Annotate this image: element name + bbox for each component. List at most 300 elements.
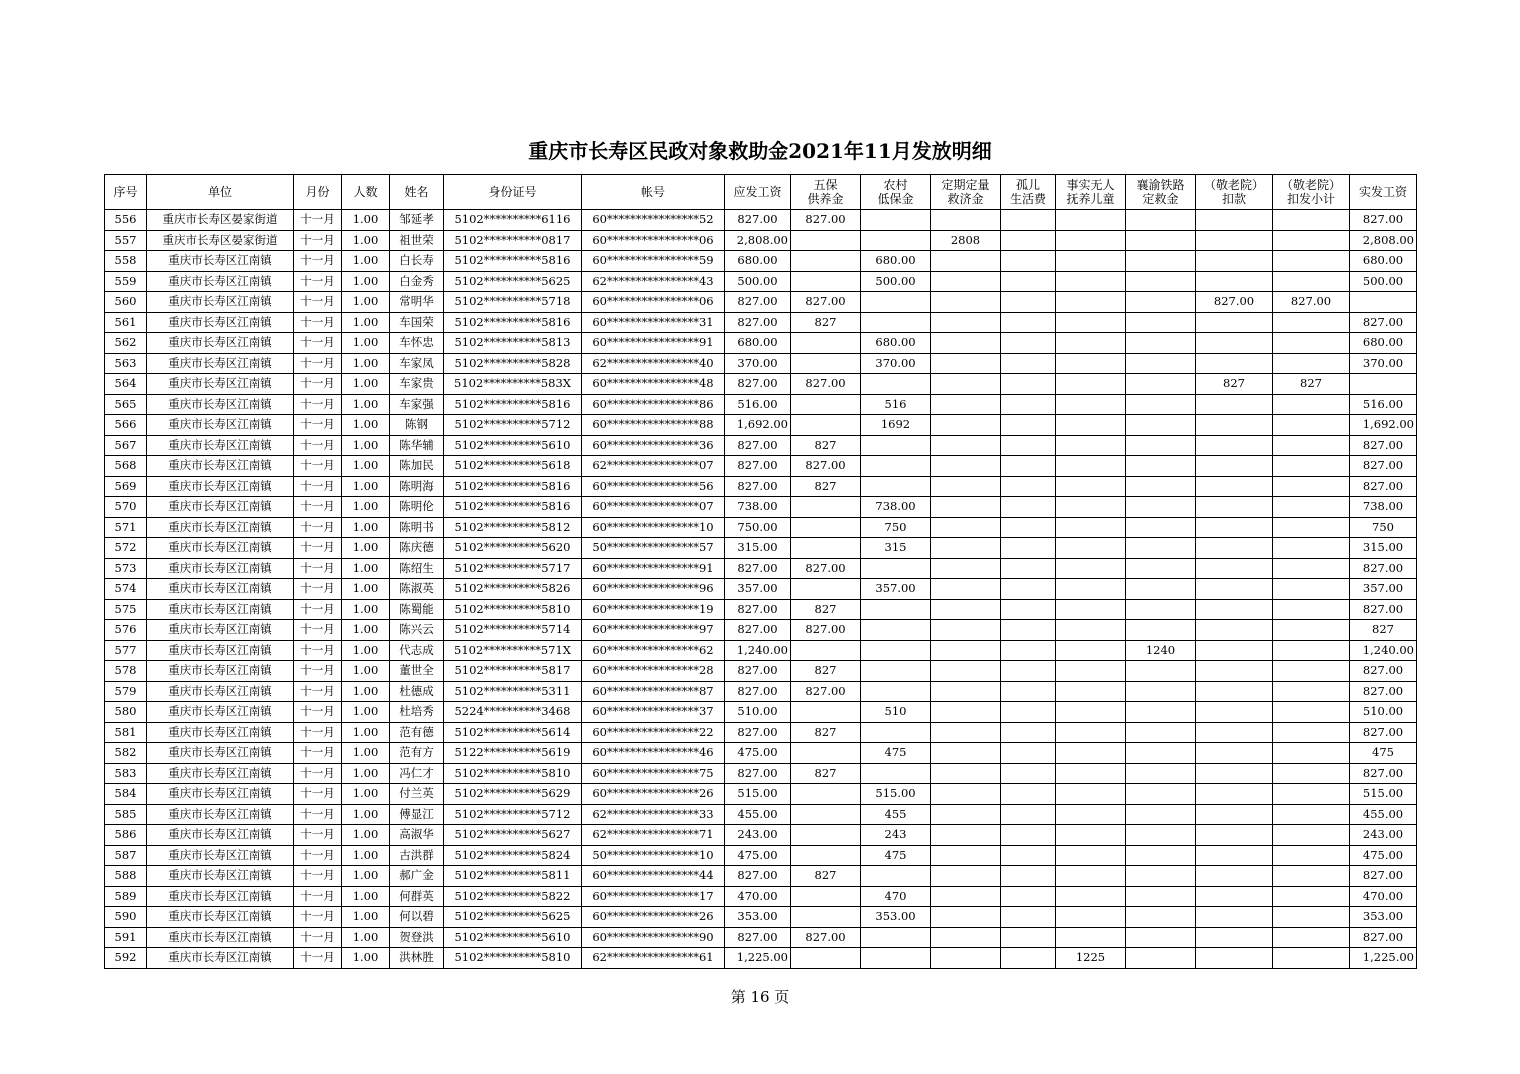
table-cell (1196, 907, 1273, 928)
column-header (582, 175, 725, 210)
table-cell: 500.00 (861, 271, 931, 292)
table-cell (1056, 681, 1126, 702)
table-cell (1056, 353, 1126, 374)
table-cell: 738.00 (1350, 497, 1417, 518)
table-row (105, 435, 1417, 456)
table-cell (931, 804, 1001, 825)
table-cell (1056, 476, 1126, 497)
table-cell: 5102**********5813 (444, 333, 582, 354)
table-cell: 十一月 (294, 374, 342, 395)
column-header-line: 帐号 (640, 185, 665, 199)
table-row (105, 538, 1417, 559)
table-cell: 重庆市长寿区晏家街道 (147, 210, 294, 231)
column-header-line: （敬老院） (1280, 178, 1341, 192)
table-cell: 十一月 (294, 579, 342, 600)
table-cell (931, 558, 1001, 579)
table-cell: 576 (105, 620, 147, 641)
table-cell: 60****************62 (582, 640, 725, 661)
table-cell: 十一月 (294, 743, 342, 764)
table-cell (1196, 599, 1273, 620)
table-cell: 557 (105, 230, 147, 251)
table-cell: 2808 (931, 230, 1001, 251)
table-cell (1273, 476, 1350, 497)
table-cell: 60****************07 (582, 497, 725, 518)
table-cell (1001, 948, 1056, 969)
table-cell: 1.00 (342, 825, 390, 846)
table-cell: 353.00 (725, 907, 791, 928)
table-cell: 1.00 (342, 927, 390, 948)
table-cell (1196, 661, 1273, 682)
table-cell: 582 (105, 743, 147, 764)
table-cell: 十一月 (294, 517, 342, 538)
table-cell: 827.00 (1350, 927, 1417, 948)
table-cell: 1.00 (342, 866, 390, 887)
table-row (105, 784, 1417, 805)
table-cell (931, 292, 1001, 313)
table-cell (1056, 292, 1126, 313)
table-cell: 重庆市长寿区江南镇 (147, 415, 294, 436)
table-cell (1001, 210, 1056, 231)
table-cell: 60****************91 (582, 558, 725, 579)
table-cell: 680.00 (1350, 251, 1417, 272)
table-cell: 十一月 (294, 640, 342, 661)
table-cell: 十一月 (294, 210, 342, 231)
table-cell (1196, 435, 1273, 456)
table-cell (931, 271, 1001, 292)
table-cell (1196, 312, 1273, 333)
table-cell: 243.00 (1350, 825, 1417, 846)
table-cell: 重庆市长寿区江南镇 (147, 517, 294, 538)
table-cell: 十一月 (294, 394, 342, 415)
table-cell: 590 (105, 907, 147, 928)
table-cell: 559 (105, 271, 147, 292)
table-row (105, 579, 1417, 600)
table-cell (1001, 927, 1056, 948)
table-cell (931, 784, 1001, 805)
table-row (105, 415, 1417, 436)
table-cell: 562 (105, 333, 147, 354)
table-cell (1196, 456, 1273, 477)
table-cell: 575 (105, 599, 147, 620)
table-cell: 680.00 (1350, 333, 1417, 354)
page-number: 第 16 页 (730, 988, 790, 1006)
table-cell (1001, 394, 1056, 415)
table-cell (791, 394, 861, 415)
table-cell: 1.00 (342, 538, 390, 559)
table-cell (1056, 435, 1126, 456)
table-cell (1273, 435, 1350, 456)
table-cell: 827.00 (791, 374, 861, 395)
table-cell: 60****************48 (582, 374, 725, 395)
table-cell (861, 681, 931, 702)
table-cell: 60****************26 (582, 907, 725, 928)
table-cell: 重庆市长寿区江南镇 (147, 435, 294, 456)
table-cell: 567 (105, 435, 147, 456)
table-cell (861, 661, 931, 682)
table-cell (1126, 927, 1196, 948)
table-row (105, 312, 1417, 333)
table-cell: 十一月 (294, 804, 342, 825)
table-cell: 827.00 (1350, 558, 1417, 579)
table-cell: 1.00 (342, 271, 390, 292)
table-cell (861, 292, 931, 313)
column-header-line: 救济金 (947, 192, 984, 206)
table-cell: 祖世荣 (390, 230, 444, 251)
table-cell: 60****************36 (582, 435, 725, 456)
table-cell (791, 497, 861, 518)
table-cell (1196, 251, 1273, 272)
table-cell (1126, 804, 1196, 825)
table-cell (931, 476, 1001, 497)
table-row (105, 558, 1417, 579)
table-cell (1126, 374, 1196, 395)
table-cell (1273, 661, 1350, 682)
table-cell: 十一月 (294, 271, 342, 292)
table-cell: 5102**********5718 (444, 292, 582, 313)
table-cell: 5102**********5816 (444, 476, 582, 497)
table-cell: 范有方 (390, 743, 444, 764)
table-cell: 5102**********5812 (444, 517, 582, 538)
table-cell (931, 845, 1001, 866)
table-cell: 827.00 (1350, 661, 1417, 682)
table-cell: 62****************33 (582, 804, 725, 825)
table-cell: 574 (105, 579, 147, 600)
table-cell (931, 866, 1001, 887)
table-cell (1196, 230, 1273, 251)
table-cell: 827.00 (725, 374, 791, 395)
table-cell: 陈绍生 (390, 558, 444, 579)
column-header (105, 175, 147, 210)
table-cell (1126, 599, 1196, 620)
table-cell (861, 927, 931, 948)
table-cell: 580 (105, 702, 147, 723)
table-cell (1001, 353, 1056, 374)
table-cell: 589 (105, 886, 147, 907)
table-row (105, 292, 1417, 313)
table-cell (931, 394, 1001, 415)
column-header-line: 抚养儿童 (1066, 192, 1115, 206)
table-cell: 60****************87 (582, 681, 725, 702)
table-cell (861, 558, 931, 579)
table-cell: 重庆市长寿区江南镇 (147, 825, 294, 846)
table-cell (791, 230, 861, 251)
table-cell: 516.00 (725, 394, 791, 415)
table-cell: 566 (105, 415, 147, 436)
table-cell: 827.00 (725, 210, 791, 231)
table-cell (861, 456, 931, 477)
table-cell: 陈淑英 (390, 579, 444, 600)
column-header-line: 孤儿 (1015, 178, 1040, 192)
table-cell (1056, 517, 1126, 538)
table-cell (1126, 456, 1196, 477)
table-cell (931, 927, 1001, 948)
table-cell: 傅显江 (390, 804, 444, 825)
table-body (105, 210, 1417, 969)
table-row (105, 702, 1417, 723)
table-cell (791, 251, 861, 272)
table-cell: 827 (791, 661, 861, 682)
table-cell: 1.00 (342, 681, 390, 702)
table-cell: 十一月 (294, 620, 342, 641)
table-cell (1056, 907, 1126, 928)
table-cell (1273, 948, 1350, 969)
table-cell: 827.00 (791, 620, 861, 641)
table-cell (1273, 784, 1350, 805)
table-cell: 重庆市长寿区江南镇 (147, 743, 294, 764)
table-cell: 古洪群 (390, 845, 444, 866)
table-cell (861, 640, 931, 661)
table-cell (1273, 415, 1350, 436)
table-cell (1001, 579, 1056, 600)
table-row (105, 333, 1417, 354)
table-cell: 827.00 (1273, 292, 1350, 313)
table-cell (1196, 681, 1273, 702)
table-cell: 2,808.00 (1350, 230, 1417, 251)
table-cell: 556 (105, 210, 147, 231)
table-cell (1273, 333, 1350, 354)
table-cell (1273, 907, 1350, 928)
table-row (105, 476, 1417, 497)
table-cell: 5102**********571X (444, 640, 582, 661)
table-cell (1196, 333, 1273, 354)
table-cell (931, 333, 1001, 354)
table-cell (1001, 722, 1056, 743)
table-cell (1056, 866, 1126, 887)
table-cell: 十一月 (294, 722, 342, 743)
table-cell: 827.00 (1350, 763, 1417, 784)
table-cell: 重庆市长寿区江南镇 (147, 312, 294, 333)
payment-detail-table (104, 174, 1417, 969)
table-cell: 564 (105, 374, 147, 395)
column-header (1196, 175, 1273, 210)
table-cell: 827.00 (791, 927, 861, 948)
table-cell: 1.00 (342, 292, 390, 313)
table-cell: 475.00 (725, 743, 791, 764)
table-cell (1001, 620, 1056, 641)
table-cell: 827 (791, 722, 861, 743)
table-cell: 558 (105, 251, 147, 272)
table-cell (791, 907, 861, 928)
table-cell (1056, 538, 1126, 559)
table-cell: 1.00 (342, 558, 390, 579)
table-cell (1126, 579, 1196, 600)
table-cell: 515.00 (861, 784, 931, 805)
table-cell (931, 743, 1001, 764)
table-cell (1273, 579, 1350, 600)
table-cell: 5122**********5619 (444, 743, 582, 764)
table-cell: 1.00 (342, 722, 390, 743)
table-cell (1273, 743, 1350, 764)
table-row (105, 251, 1417, 272)
table-cell: 陈蜀能 (390, 599, 444, 620)
table-cell: 750 (861, 517, 931, 538)
table-cell (1056, 558, 1126, 579)
table-cell: 十一月 (294, 886, 342, 907)
table-cell: 5102**********5816 (444, 394, 582, 415)
table-cell (1056, 927, 1126, 948)
table-cell: 470.00 (1350, 886, 1417, 907)
table-cell: 十一月 (294, 251, 342, 272)
table-cell (1056, 886, 1126, 907)
table-cell (1056, 804, 1126, 825)
column-header-line: 襄渝铁路 (1136, 178, 1185, 192)
table-cell: 827 (791, 312, 861, 333)
table-cell: 579 (105, 681, 147, 702)
table-cell: 60****************88 (582, 415, 725, 436)
table-cell (1056, 579, 1126, 600)
table-cell (861, 435, 931, 456)
column-header-line: 应发工资 (733, 185, 782, 199)
table-cell (1196, 763, 1273, 784)
table-cell (1126, 661, 1196, 682)
table-cell: 357.00 (1350, 579, 1417, 600)
table-cell (1196, 845, 1273, 866)
column-header (861, 175, 931, 210)
table-cell (1273, 210, 1350, 231)
table-cell: 5102**********5714 (444, 620, 582, 641)
table-cell: 315.00 (725, 538, 791, 559)
table-cell: 十一月 (294, 661, 342, 682)
table-cell: 827.00 (791, 456, 861, 477)
table-cell: 60****************91 (582, 333, 725, 354)
table-cell: 827.00 (1196, 292, 1273, 313)
table-cell: 重庆市长寿区江南镇 (147, 374, 294, 395)
table-cell: 827.00 (725, 763, 791, 784)
table-row (105, 374, 1417, 395)
column-header-line: 低保金 (877, 192, 914, 206)
table-cell (1126, 415, 1196, 436)
table-cell (931, 681, 1001, 702)
table-cell: 5102**********5828 (444, 353, 582, 374)
table-cell (1126, 620, 1196, 641)
table-cell: 680.00 (725, 251, 791, 272)
table-cell (931, 538, 1001, 559)
table-cell: 1.00 (342, 415, 390, 436)
table-cell: 重庆市长寿区江南镇 (147, 353, 294, 374)
table-cell: 60****************86 (582, 394, 725, 415)
column-header-line: 生活费 (1009, 192, 1046, 206)
table-cell: 60****************06 (582, 292, 725, 313)
table-cell (1056, 456, 1126, 477)
table-cell (1196, 210, 1273, 231)
table-cell: 60****************56 (582, 476, 725, 497)
table-cell (931, 722, 1001, 743)
table-cell (1350, 374, 1417, 395)
table-cell: 杜德成 (390, 681, 444, 702)
table-cell: 827 (791, 476, 861, 497)
table-cell: 重庆市长寿区江南镇 (147, 661, 294, 682)
table-cell: 827.00 (725, 476, 791, 497)
table-cell (1056, 230, 1126, 251)
table-cell: 569 (105, 476, 147, 497)
table-cell (1056, 620, 1126, 641)
table-cell: 洪林胜 (390, 948, 444, 969)
table-cell (1273, 845, 1350, 866)
table-cell: 1,240.00 (1350, 640, 1417, 661)
table-cell (1273, 804, 1350, 825)
table-cell (1126, 292, 1196, 313)
table-cell: 5102**********5712 (444, 804, 582, 825)
table-cell (1001, 374, 1056, 395)
table-cell (1196, 353, 1273, 374)
table-cell (791, 353, 861, 374)
column-header (1273, 175, 1350, 210)
table-cell: 十一月 (294, 538, 342, 559)
table-cell: 583 (105, 763, 147, 784)
column-header (1056, 175, 1126, 210)
table-cell: 60****************26 (582, 784, 725, 805)
table-cell: 重庆市长寿区江南镇 (147, 702, 294, 723)
table-cell: 重庆市长寿区晏家街道 (147, 230, 294, 251)
table-cell: 60****************75 (582, 763, 725, 784)
table-cell: 1225 (1056, 948, 1126, 969)
table-cell: 5102**********5625 (444, 271, 582, 292)
table-cell (1273, 394, 1350, 415)
table-cell: 827.00 (1350, 722, 1417, 743)
table-cell (1056, 271, 1126, 292)
table-cell (931, 661, 1001, 682)
table-cell: 陈明书 (390, 517, 444, 538)
table-cell: 455.00 (1350, 804, 1417, 825)
table-cell: 十一月 (294, 353, 342, 374)
table-cell: 杜培秀 (390, 702, 444, 723)
table-cell (1056, 374, 1126, 395)
table-cell: 十一月 (294, 558, 342, 579)
table-cell: 827.00 (1350, 435, 1417, 456)
column-header (1350, 175, 1417, 210)
table-cell (1001, 333, 1056, 354)
table-cell: 重庆市长寿区江南镇 (147, 292, 294, 313)
table-cell: 重庆市长寿区江南镇 (147, 579, 294, 600)
table-cell: 62****************43 (582, 271, 725, 292)
table-cell: 何群英 (390, 886, 444, 907)
table-cell: 5102**********5817 (444, 661, 582, 682)
table-cell: 1.00 (342, 230, 390, 251)
table-cell (861, 722, 931, 743)
table-cell: 高淑华 (390, 825, 444, 846)
table-cell: 重庆市长寿区江南镇 (147, 538, 294, 559)
table-cell: 车家凤 (390, 353, 444, 374)
table-cell (791, 845, 861, 866)
table-cell: 重庆市长寿区江南镇 (147, 845, 294, 866)
table-cell: 827.00 (725, 312, 791, 333)
table-cell (1196, 415, 1273, 436)
table-cell: 60****************59 (582, 251, 725, 272)
table-row (105, 722, 1417, 743)
table-cell: 5102**********5712 (444, 415, 582, 436)
table-cell: 5102**********5627 (444, 825, 582, 846)
table-cell (1126, 394, 1196, 415)
table-cell: 重庆市长寿区江南镇 (147, 866, 294, 887)
column-header (1001, 175, 1056, 210)
table-cell: 470 (861, 886, 931, 907)
table-cell (1056, 415, 1126, 436)
table-cell (1001, 907, 1056, 928)
table-row (105, 394, 1417, 415)
column-header (444, 175, 582, 210)
table-cell: 5102**********5610 (444, 927, 582, 948)
table-cell (1056, 722, 1126, 743)
table-row (105, 743, 1417, 764)
table-cell (1196, 927, 1273, 948)
table-cell (931, 353, 1001, 374)
table-cell: 455 (861, 804, 931, 825)
table-cell: 315 (861, 538, 931, 559)
table-cell (1196, 722, 1273, 743)
table-cell: 60****************44 (582, 866, 725, 887)
table-cell (1126, 845, 1196, 866)
table-cell (791, 743, 861, 764)
